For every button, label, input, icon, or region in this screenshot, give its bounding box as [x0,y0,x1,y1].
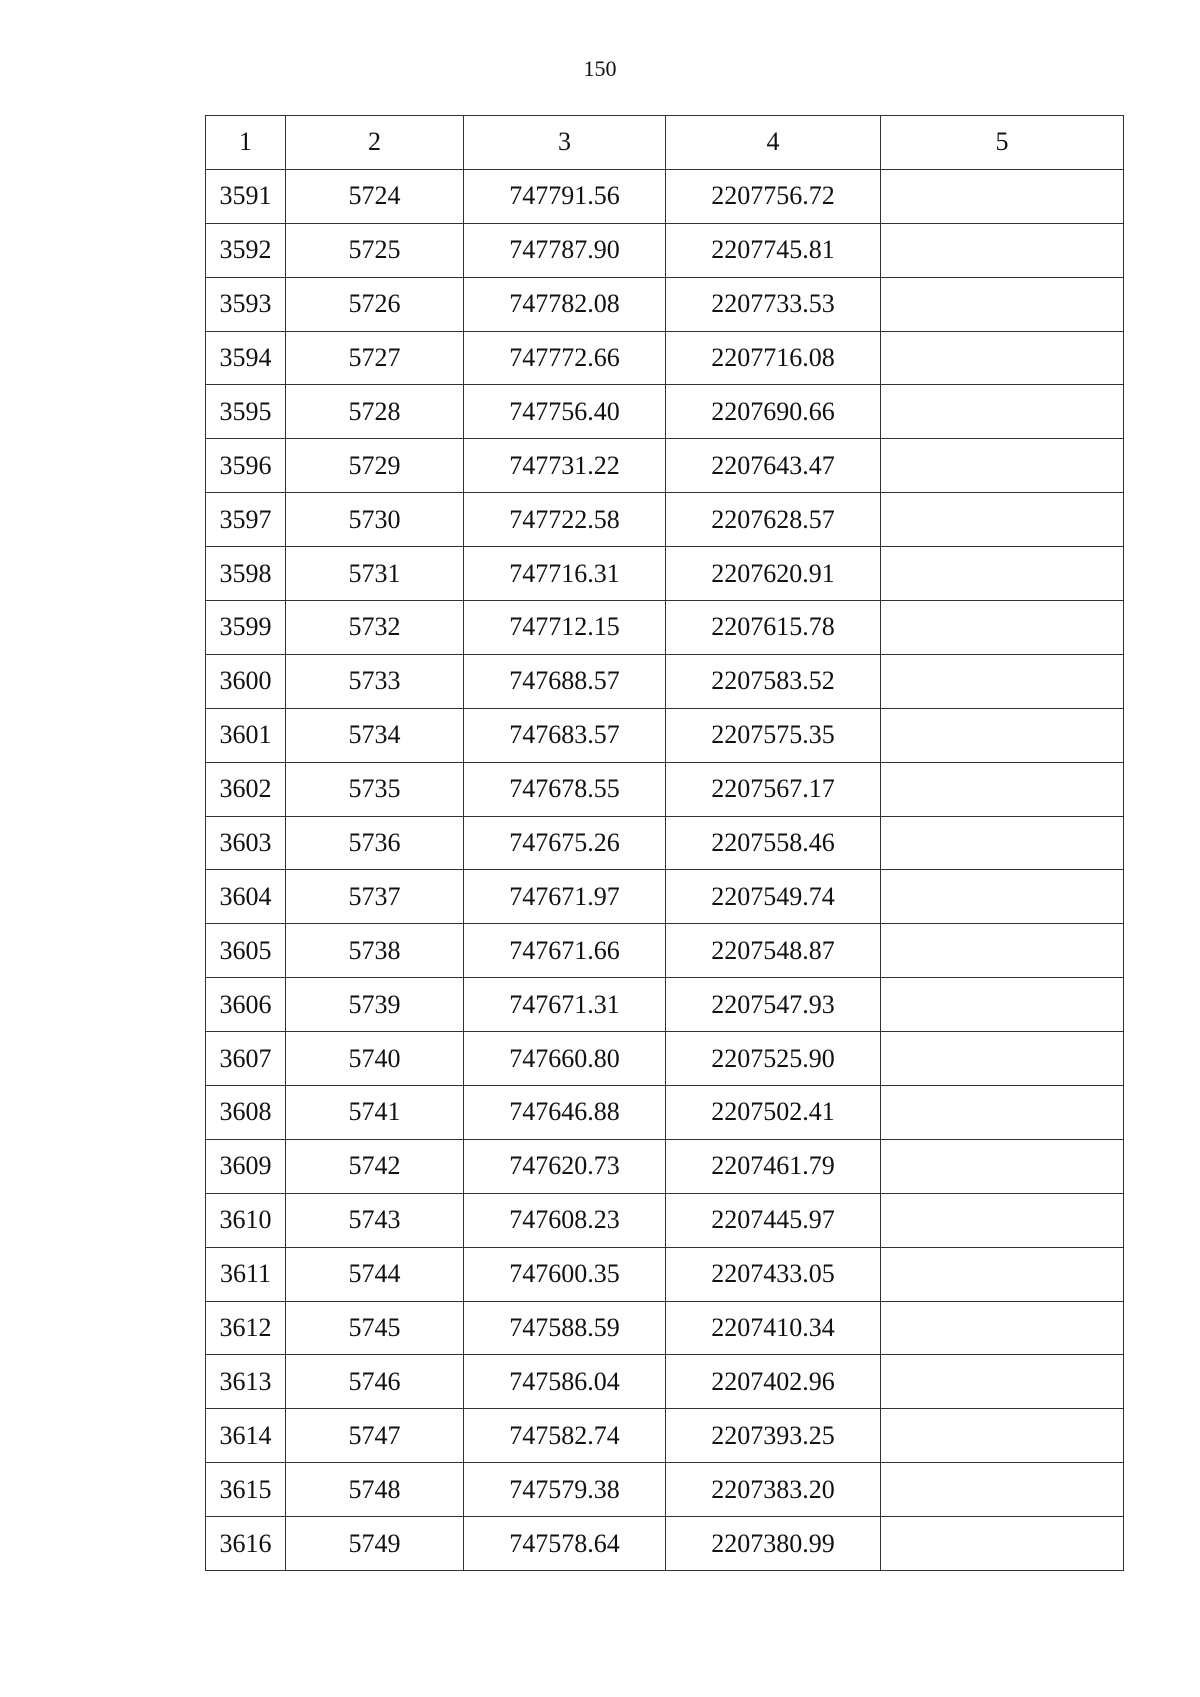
table-cell: 2207433.05 [666,1247,881,1301]
table-row [206,547,1124,601]
table-cell: 3606 [206,978,286,1032]
table-row [206,601,1124,655]
table-cell: 5749 [286,1517,464,1571]
table-cell [881,1247,1124,1301]
table-cell: 3602 [206,762,286,816]
table-cell: 5746 [286,1355,464,1409]
table-row [206,978,1124,1032]
table-cell [881,1193,1124,1247]
table-cell: 5743 [286,1193,464,1247]
table-cell [881,439,1124,493]
column-header-2: 2 [286,116,464,170]
table-cell: 747782.08 [464,277,666,331]
table-cell: 2207380.99 [666,1517,881,1571]
table-cell [881,547,1124,601]
table-cell: 747716.31 [464,547,666,601]
table-cell: 2207567.17 [666,762,881,816]
table-row [206,762,1124,816]
table-cell: 747688.57 [464,654,666,708]
table-cell: 5725 [286,223,464,277]
table-cell: 2207502.41 [666,1086,881,1140]
table-cell [881,1032,1124,1086]
table-row [206,816,1124,870]
table-cell: 747660.80 [464,1032,666,1086]
table-row [206,654,1124,708]
table-cell: 3592 [206,223,286,277]
column-header-5: 5 [881,116,1124,170]
table-cell: 2207716.08 [666,331,881,385]
table-cell: 5737 [286,870,464,924]
table-cell: 2207549.74 [666,870,881,924]
table-cell: 747588.59 [464,1301,666,1355]
table-row [206,708,1124,762]
table-cell: 3593 [206,277,286,331]
table-cell: 3607 [206,1032,286,1086]
column-header-1: 1 [206,116,286,170]
table-cell [881,223,1124,277]
table-cell: 2207620.91 [666,547,881,601]
table-cell [881,708,1124,762]
table-cell: 747579.38 [464,1463,666,1517]
table-cell: 3615 [206,1463,286,1517]
table-cell: 2207402.96 [666,1355,881,1409]
table-cell: 2207690.66 [666,385,881,439]
table-cell: 5727 [286,331,464,385]
table-cell: 747620.73 [464,1139,666,1193]
table-cell: 5740 [286,1032,464,1086]
table-cell: 3591 [206,169,286,223]
table-cell [881,601,1124,655]
table-cell: 5738 [286,924,464,978]
table-row [206,870,1124,924]
table-cell: 3612 [206,1301,286,1355]
table-cell [881,654,1124,708]
table-cell: 747787.90 [464,223,666,277]
table-cell: 747646.88 [464,1086,666,1140]
table-cell: 2207558.46 [666,816,881,870]
table-cell: 5733 [286,654,464,708]
table-cell: 3594 [206,331,286,385]
table-cell [881,1463,1124,1517]
table-cell: 2207547.93 [666,978,881,1032]
table-header-row [206,116,1124,170]
table-cell [881,331,1124,385]
table-cell: 3603 [206,816,286,870]
table-cell: 2207525.90 [666,1032,881,1086]
table-cell [881,493,1124,547]
table-cell: 3613 [206,1355,286,1409]
table-cell: 5745 [286,1301,464,1355]
table-cell [881,169,1124,223]
table-cell: 5734 [286,708,464,762]
table-row [206,1032,1124,1086]
table-row [206,277,1124,331]
column-header-3: 3 [464,116,666,170]
table-cell: 747678.55 [464,762,666,816]
table-cell: 747578.64 [464,1517,666,1571]
table-row [206,1517,1124,1571]
table-cell: 747722.58 [464,493,666,547]
table-cell [881,870,1124,924]
table-cell [881,385,1124,439]
table-cell: 2207756.72 [666,169,881,223]
table-row [206,223,1124,277]
table-cell: 2207445.97 [666,1193,881,1247]
table-cell: 3598 [206,547,286,601]
table-cell [881,1409,1124,1463]
table-cell: 5744 [286,1247,464,1301]
table-cell: 5748 [286,1463,464,1517]
table-cell: 3609 [206,1139,286,1193]
table-cell: 3601 [206,708,286,762]
table-row [206,1463,1124,1517]
table-cell: 5732 [286,601,464,655]
table-cell [881,816,1124,870]
table-cell: 3597 [206,493,286,547]
table-cell: 5724 [286,169,464,223]
table-cell: 747683.57 [464,708,666,762]
table-cell: 2207383.20 [666,1463,881,1517]
table-cell: 5726 [286,277,464,331]
table-cell: 3610 [206,1193,286,1247]
table-cell: 5747 [286,1409,464,1463]
table-cell: 2207643.47 [666,439,881,493]
table-cell: 2207548.87 [666,924,881,978]
table-cell: 747712.15 [464,601,666,655]
table-cell [881,924,1124,978]
table-cell: 2207733.53 [666,277,881,331]
table-cell [881,1517,1124,1571]
table-cell: 747731.22 [464,439,666,493]
table-row [206,385,1124,439]
table-cell [881,762,1124,816]
table-row [206,169,1124,223]
table-cell [881,277,1124,331]
table-cell: 5728 [286,385,464,439]
table-cell: 747675.26 [464,816,666,870]
table-cell [881,1301,1124,1355]
table-row [206,1139,1124,1193]
table-cell [881,978,1124,1032]
table-cell: 5729 [286,439,464,493]
table-cell [881,1086,1124,1140]
table-cell: 747772.66 [464,331,666,385]
table-cell: 747582.74 [464,1409,666,1463]
table-cell: 3605 [206,924,286,978]
table-cell: 2207393.25 [666,1409,881,1463]
coordinates-table [205,115,1124,1571]
table-cell: 5730 [286,493,464,547]
table-cell: 3604 [206,870,286,924]
table-cell: 3608 [206,1086,286,1140]
table-row [206,1301,1124,1355]
table-body [206,169,1124,1570]
table-cell: 2207583.52 [666,654,881,708]
table-row [206,1193,1124,1247]
table-cell: 2207628.57 [666,493,881,547]
table-cell: 2207615.78 [666,601,881,655]
column-header-4: 4 [666,116,881,170]
table-row [206,493,1124,547]
table-cell: 747608.23 [464,1193,666,1247]
table-cell: 5731 [286,547,464,601]
table-cell: 2207461.79 [666,1139,881,1193]
table-cell: 5739 [286,978,464,1032]
table-cell: 747600.35 [464,1247,666,1301]
table-cell: 747791.56 [464,169,666,223]
table-cell [881,1355,1124,1409]
table-cell: 2207745.81 [666,223,881,277]
table-cell: 3614 [206,1409,286,1463]
table-cell: 3595 [206,385,286,439]
table-cell: 5736 [286,816,464,870]
table-cell: 2207410.34 [666,1301,881,1355]
table-cell: 5735 [286,762,464,816]
table-row [206,1355,1124,1409]
table-cell: 3599 [206,601,286,655]
table-row [206,331,1124,385]
table-row [206,439,1124,493]
table-cell: 747756.40 [464,385,666,439]
table-cell: 747671.66 [464,924,666,978]
table-row [206,1086,1124,1140]
table-cell: 3611 [206,1247,286,1301]
table-cell: 5741 [286,1086,464,1140]
page-number: 150 [583,56,617,81]
table-cell: 747671.97 [464,870,666,924]
table-cell: 3596 [206,439,286,493]
table-cell: 747671.31 [464,978,666,1032]
table-row [206,1409,1124,1463]
table-cell: 747586.04 [464,1355,666,1409]
table-row [206,924,1124,978]
table-cell: 5742 [286,1139,464,1193]
table-cell: 3600 [206,654,286,708]
table-cell: 3616 [206,1517,286,1571]
table-cell: 2207575.35 [666,708,881,762]
table-row [206,1247,1124,1301]
table-cell [881,1139,1124,1193]
